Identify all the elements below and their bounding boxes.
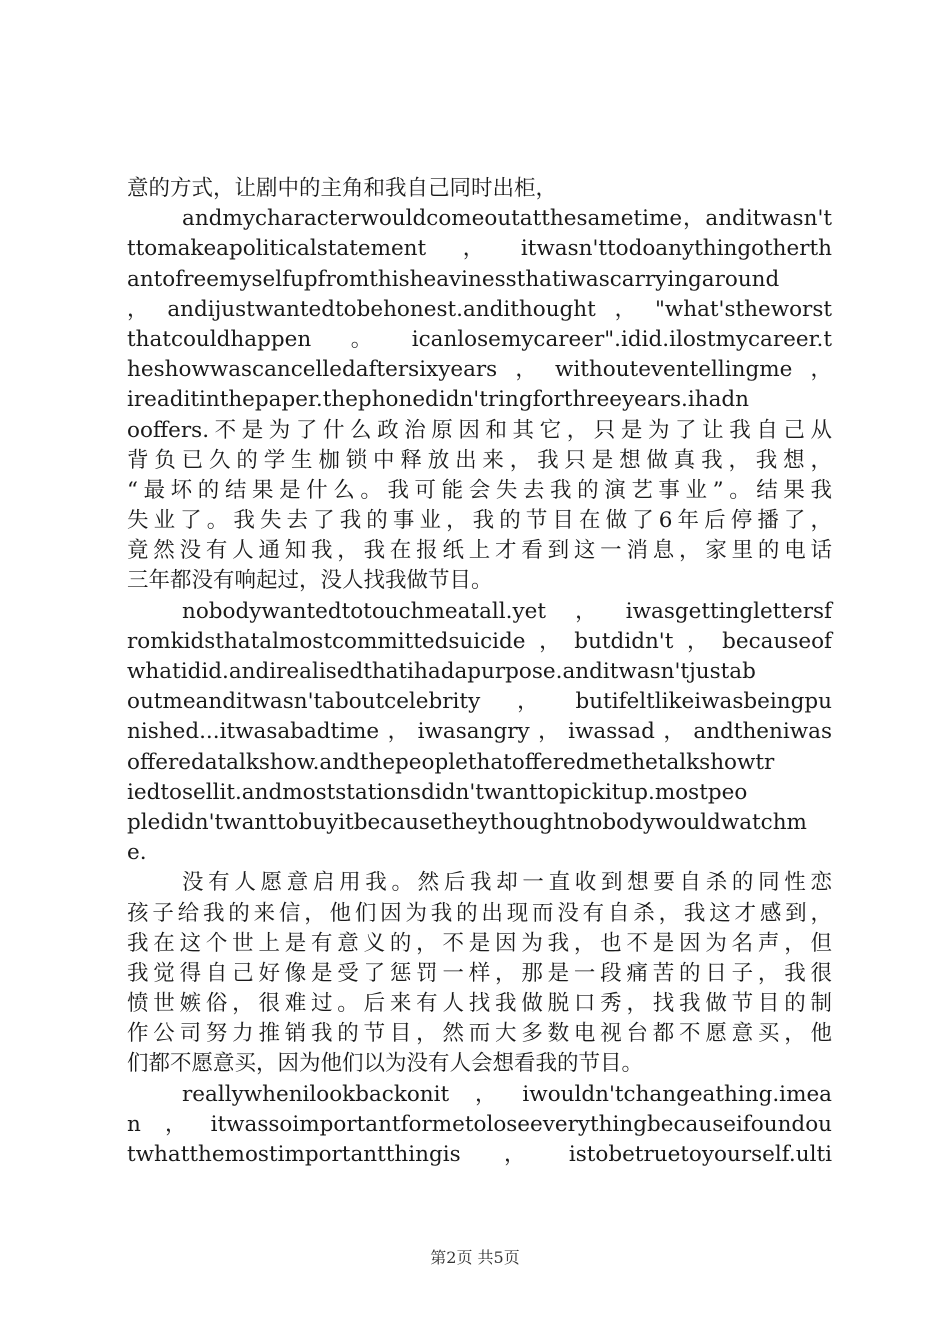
text-line: antofreemyselfupfromthisheavinessthatiwascarryingaround bbox=[127, 266, 780, 292]
page-number-footer: 第2页 共5页 bbox=[430, 1248, 520, 1267]
text-line: offeredatalkshow.andthepeoplethatofferedmethetalkshowtr bbox=[127, 749, 775, 775]
text-line: e. bbox=[127, 840, 147, 866]
text-line: ooffers.不是为了什么政治原因和其它，只是为了让我自己从 bbox=[127, 417, 832, 443]
text-line: 作公司努力推销我的节目，然而大多数电视台都不愿意买，他 bbox=[127, 1021, 832, 1047]
text-line: ttomakeapoliticalstatement，itwasn'ttodoanythingotherth bbox=[127, 236, 832, 262]
text-line: pledidn'twanttobuyitbecausetheythoughtnobodywouldwatchm bbox=[127, 809, 807, 835]
text-line: 我在这个世上是有意义的，不是因为我，也不是因为名声，但 bbox=[127, 930, 832, 956]
text-line: nished...itwasabadtime，iwasangry，iwassad，andtheniwas bbox=[127, 719, 832, 745]
text-line: 没有人愿意启用我。然后我却一直收到想要自杀的同性恋 bbox=[182, 870, 832, 896]
text-line: reallywhenilookbackonit，iwouldn'tchangeathing.imea bbox=[182, 1081, 832, 1107]
text-line: heshowwascancelledaftersixyears，withouteventellingme， bbox=[127, 357, 832, 383]
body-text bbox=[127, 174, 832, 1170]
text-line: 孩子给我的来信，他们因为我的出现而没有自杀，我这才感到， bbox=[127, 900, 832, 926]
text-line: ，andijustwantedtobehonest.andithought，"what'stheworst bbox=[127, 296, 832, 322]
text-line: 们都不愿意买，因为他们以为没有人会想看我的节目。 bbox=[127, 1051, 644, 1077]
text-line: 意的方式，让剧中的主角和我自己同时出柜， bbox=[127, 176, 558, 201]
text-line: 三年都没有响起过，没人找我做节目。 bbox=[127, 568, 493, 594]
text-line: whatidid.andirealisedthatihadapurpose.anditwasn'tjustab bbox=[127, 659, 756, 684]
text-line: romkidsthatalmostcommittedsuicide，butdidn't，becauseof bbox=[127, 628, 832, 654]
text-line: thatcouldhappen。icanlosemycareer".idid.ilostmycareer.t bbox=[127, 326, 832, 352]
text-line: iedtosellit.andmoststationsdidn'twanttopickitup.mostpeo bbox=[127, 779, 748, 805]
text-line: 愤世嫉俗，很难过。后来有人找我做脱口秀，找我做节目的制 bbox=[127, 991, 832, 1017]
text-line: nobodywantedtotouchmeatall.yet，iwasgettinglettersf bbox=[182, 598, 832, 624]
text-line: “最坏的结果是什么。我可能会失去我的演艺事业”。结果我 bbox=[127, 477, 832, 503]
text-line: 失业了。我失去了我的事业，我的节目在做了6年后停播了， bbox=[127, 508, 832, 534]
text-line: ireaditinthepaper.thephonedidn'tringforthreeyears.ihadn bbox=[127, 387, 749, 413]
text-line: 竟然没有人通知我，我在报纸上才看到这一消息，家里的电话 bbox=[127, 538, 832, 564]
text-line: outmeanditwasn'taboutcelebrity，butifeltlikeiwasbeingpu bbox=[127, 689, 832, 715]
text-line: 背负已久的学生枷锁中释放出来，我只是想做真我，我想， bbox=[127, 447, 832, 473]
text-line: n，itwassoimportantformetoloseeverythingbecauseifoundou bbox=[127, 1111, 832, 1137]
text-line: twhatthemostimportantthingis，istobetruetoyourself.ulti bbox=[127, 1142, 832, 1167]
text-line: andmycharacterwouldcomeoutatthesametime，anditwasn't bbox=[182, 206, 832, 232]
text-line: 我觉得自己好像是受了惩罚一样，那是一段痛苦的日子，我很 bbox=[127, 960, 832, 986]
